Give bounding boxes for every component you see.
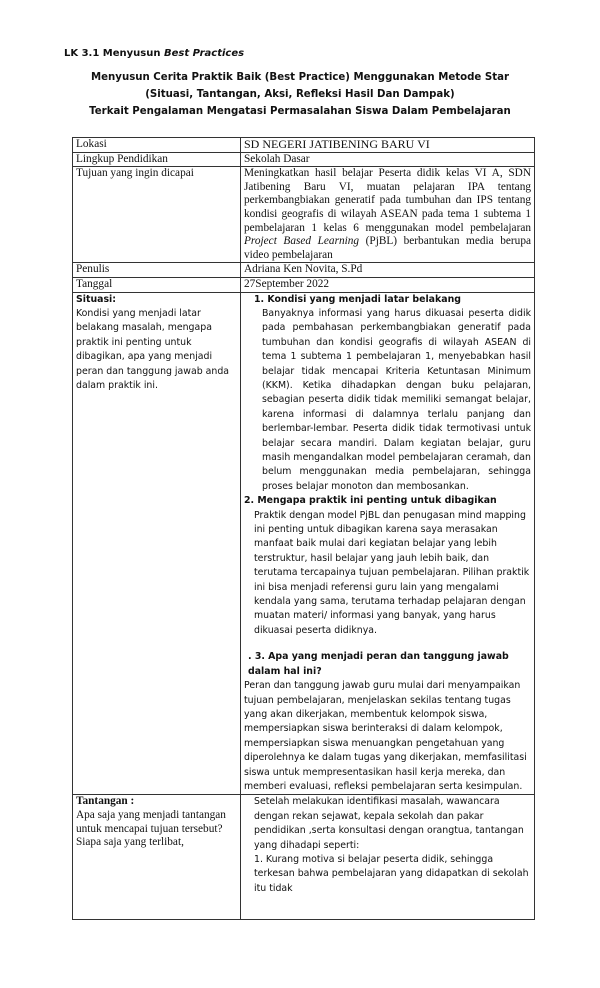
penulis-value: Adriana Ken Novita, S.Pd [241,263,535,278]
lingkup-label: Lingkup Pendidikan [73,152,241,167]
lingkup-value: Sekolah Dasar [241,152,535,167]
lokasi-value: SD NEGERI JATIBENING BARU VI [241,138,535,153]
situasi-prompt: Kondisi yang menjadi latar belakang masalah, mengapa praktik ini penting untuk dibagikan, apa yang menjadi peran dan tanggung jawab anda dalam praktik ini. [76,307,230,391]
tujuan-text-pre: Meningkatkan hasil belajar Peserta didik kelas VI A, SDN Jatibening Baru VI, muatan pelajaran IPA tentang perkembangbiakan generatif pada tumbuhan dan IPS tentang kondisi geografis di wilayah ASEAN pada tema 1 subtema 1 pembelajaran 1 kelas 6 menggunakan model pembelajaran [244,167,531,234]
tujuan-text-post: (PjBL) berbantukan media berupa video pembelajaran [244,235,531,261]
row-lokasi [73,138,535,153]
title-line-3: Terkait Pengalaman Mengatasi Permasalahan Siswa Dalam Pembelajaran [89,106,511,117]
worksheet-label [64,48,244,59]
tujuan-value [241,167,535,263]
row-situasi [73,292,535,795]
q3-text: Peran dan tanggung jawab guru mulai dari menyampaikan tujuan pembelajaran, menjelaskan sekilas tentang tugas yang akan dikerjakan, membentuk kelompok siswa, mempersiapkan siswa berinteraksi di dalam kelompok, mempersiapkan siswa menuangkan pengetahuan yang diperolehnya ke dalam tugas yang dikerjakan, memfasilitasi siswa untuk mempresentasikan hasil kerja mereka, dan memberi evaluasi, refleksi pembelajaran serta kesimpulan. [244,680,527,792]
tantangan-left [73,795,241,920]
tantangan-item-1: 1. Kurang motiva si belajar peserta didik, sehingga terkesan bahwa pembelajaran yang didapatkan di sekolah itu tidak [254,853,529,894]
lokasi-label: Lokasi [73,138,241,153]
tantangan-label: Tantangan : [76,795,135,808]
penulis-label: Penulis [73,263,241,278]
row-lingkup [73,152,535,167]
tantangan-intro: Setelah melakukan identifikasi masalah, wawancara dengan rekan sejawat, kepala sekolah dan pakar pendidikan ,serta konsultasi dengan orangtua, tantangan yang dihadapi seperti: [254,796,524,851]
title-line-1: Menyusun Cerita Praktik Baik (Best Practice) Menggunakan Metode Star [91,72,509,83]
worksheet-label-italic: Best Practices [163,48,245,59]
best-practice-table [72,137,535,920]
situasi-label: Situasi: [76,293,116,305]
tantangan-prompt: Apa saja yang menjadi tantangan untuk mencapai tujuan tersebut? Siapa saja yang terlibat, [76,808,226,849]
q3-heading: . 3. Apa yang menjadi peran dan tanggung jawab dalam hal ini? [248,651,509,677]
q1-heading: 1. Kondisi yang menjadi latar belakang [254,293,461,305]
situasi-left [73,292,241,795]
worksheet-label-prefix: LK 3.1 Menyusun [64,48,161,59]
q2-text: Praktik dengan model PjBL dan penugasan mind mapping ini penting untuk dibagikan karena saya merasakan manfaat baik mulai dari kegiatan belajar yang lebih terstruktur, hasil belajar yang jauh lebih baik, dan terutama tercapainya tujuan pembelajaran. Pilihan praktik ini bisa menjadi referensi guru lain yang mengalami kendala yang sama, terutama terhadap pelajaran dengan muatan materi/ informasi yang banyak, yang harus dikuasai peserta didiknya. [254,509,530,636]
tantangan-right [241,795,535,920]
tanggal-label: Tanggal [73,277,241,292]
q1-text: Banyaknya informasi yang harus dikuasai peserta didik pada pembahasan perkembangbiakan generatif pada tumbuhan dan kondisi geografis di wilayah ASEAN di tema 1 subtema 1 pembelajaran 1, menyebabkan hasil belajar tidak mencapai Kriteria Ketuntasan Minimum (KKM). Ketika dihadapkan dengan buku pelajaran, sebagian peserta didik tidak memiliki semangat belajar, karena informasi di dalamnya terlalu panjang dan berlembar-lembar. Peserta didik tidak termotivasi untuk belajar secara mandiri. Dalam kegiatan belajar, guru masih mengandalkan model pembelajaran ceramah, dan belum menggunakan media pembelajaran, sehingga proses belajar monoton dan membosankan. [262,307,531,492]
row-penulis [73,263,535,278]
situasi-right [241,292,535,795]
row-tanggal [73,277,535,292]
row-tujuan [73,167,535,263]
tanggal-value: 27September 2022 [241,277,535,292]
tujuan-label: Tujuan yang ingin dicapai [73,167,241,263]
row-tantangan [73,795,535,920]
tujuan-text-italic: Project Based Learning [244,235,360,248]
q2-heading: 2. Mengapa praktik ini penting untuk dibagikan [244,495,497,507]
title-line-2: (Situasi, Tantangan, Aksi, Refleksi Hasil Dan Dampak) [145,89,455,100]
spacer [244,638,531,650]
